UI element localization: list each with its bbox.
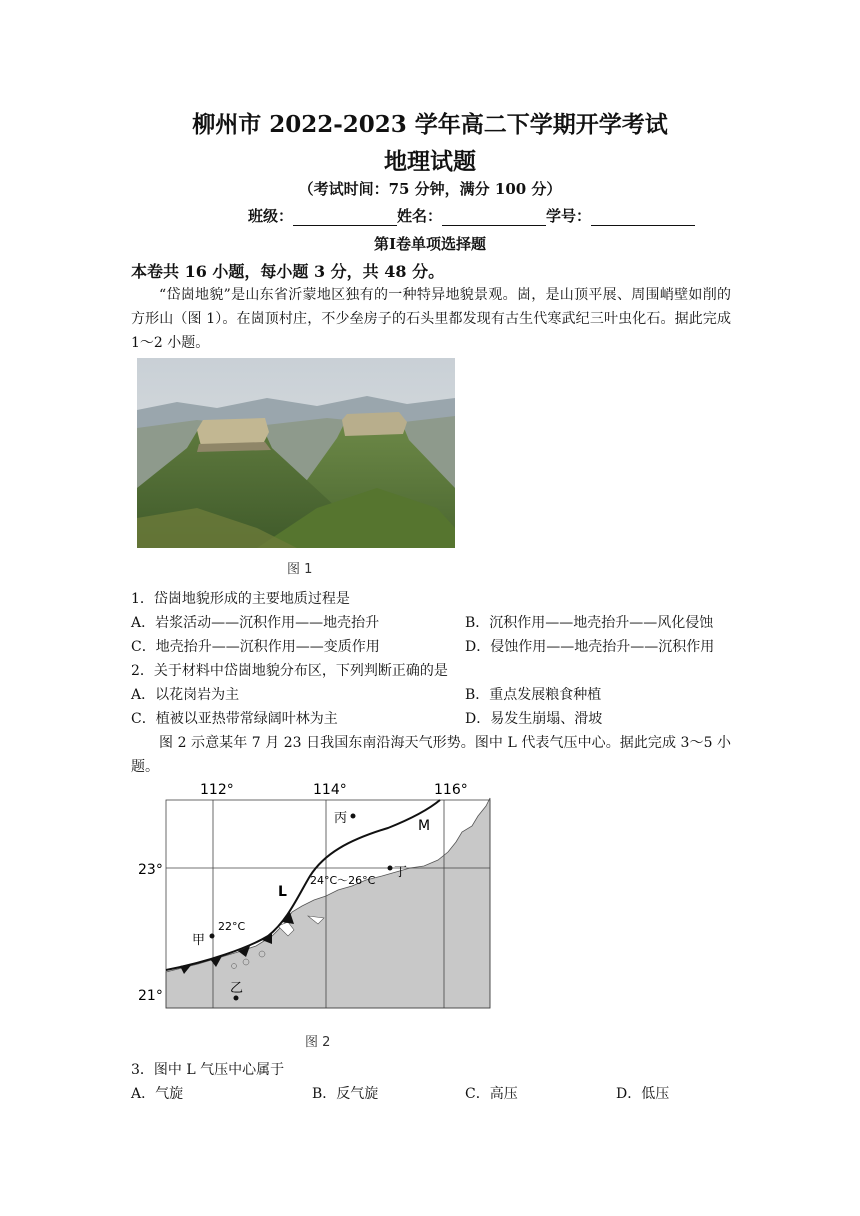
passage-1: “岱崮地貌”是山东省沂蒙地区独有的一种特异地貌景观。崮，是山顶平展、周围峭壁如削的方形山（图 1）。在崮顶村庄，不少垒房子的石头里都发现有古生代寒武纪三叶虫化石。据此完成 1～2 小题。: [131, 287, 731, 351]
question-3-stem: 3．图中 L 气压中心属于: [131, 1062, 285, 1078]
question-3-option-c: C．高压: [465, 1086, 518, 1102]
question-2-option-d: D．易发生崩塌、滑坡: [465, 711, 603, 727]
point-ding-label: 丁: [394, 865, 408, 880]
student-info-fields: [248, 205, 695, 226]
question-1-option-b: B．沉积作用——地壳抬升——风化侵蚀: [465, 615, 714, 631]
question-1-option-c: C．地壳抬升——沉积作用——变质作用: [131, 639, 380, 655]
point-yi-label: 乙: [230, 981, 244, 996]
exam-title: 柳州市 2022-2023 学年高二下学期开学考试: [192, 111, 668, 138]
weather-map-svg: [138, 776, 498, 1016]
subject-title: 地理试题: [384, 148, 476, 175]
question-2-stem: 2．关于材料中岱崮地貌分布区，下列判断正确的是: [131, 663, 448, 679]
label-m: M: [418, 818, 431, 834]
question-2-option-c: C．植被以亚热带常绿阔叶林为主: [131, 711, 338, 727]
figure-1-caption: 图 1: [287, 562, 313, 577]
land-area: [166, 798, 490, 1008]
section-intro: 本卷共 16 小题，每小题 3 分，共 48 分。: [131, 262, 445, 281]
point-bing-dot: [351, 814, 356, 819]
name-blank: [442, 209, 546, 226]
question-3-option-a: A．气旋: [131, 1086, 184, 1102]
exam-info: （考试时间：75 分钟，满分 100 分）: [298, 180, 562, 198]
lon-label-114: 114°: [313, 782, 347, 798]
question-2-option-a: A．以花岗岩为主: [131, 687, 240, 703]
class-blank: [293, 209, 397, 226]
point-bing-label: 丙: [334, 811, 348, 826]
lon-label-112: 112°: [200, 782, 234, 798]
pressure-center-l: L: [278, 884, 287, 900]
figure-1-photo: [137, 358, 455, 548]
question-1-option-d: D．侵蚀作用——地壳抬升——沉积作用: [465, 639, 715, 655]
temp-jia-label: 22°C: [218, 920, 246, 933]
mesa-landscape-illustration: [137, 358, 455, 548]
figure-2-map: [138, 776, 498, 1016]
section-title: 第Ⅰ卷单项选择题: [373, 235, 487, 253]
id-blank: [591, 209, 695, 226]
lat-label-21: 21°: [138, 988, 163, 1004]
name-label: 姓名：: [397, 207, 443, 225]
lat-label-23: 23°: [138, 862, 163, 878]
question-3-option-b: B．反气旋: [312, 1086, 379, 1102]
question-1-stem: 1．岱崮地貌形成的主要地质过程是: [131, 591, 350, 607]
question-3-option-d: D．低压: [616, 1086, 670, 1102]
lon-label-116: 116°: [434, 782, 468, 798]
point-yi-dot: [234, 996, 239, 1001]
figure-2-caption: 图 2: [305, 1035, 331, 1050]
passage-2: 图 2 示意某年 7 月 23 日我国东南沿海天气形势。图中 L 代表气压中心。据此完成 3～5 小题。: [131, 735, 731, 775]
temp-range-label: 24°C～26°C: [310, 874, 376, 887]
class-label: 班级：: [248, 207, 294, 225]
point-jia-label: 甲: [192, 933, 206, 948]
id-label: 学号：: [546, 207, 592, 225]
point-ding-dot: [388, 866, 393, 871]
question-2-option-b: B．重点发展粮食种植: [465, 687, 602, 703]
point-jia-dot: [210, 934, 215, 939]
question-1-option-a: A．岩浆活动——沉积作用——地壳抬升: [131, 615, 380, 631]
